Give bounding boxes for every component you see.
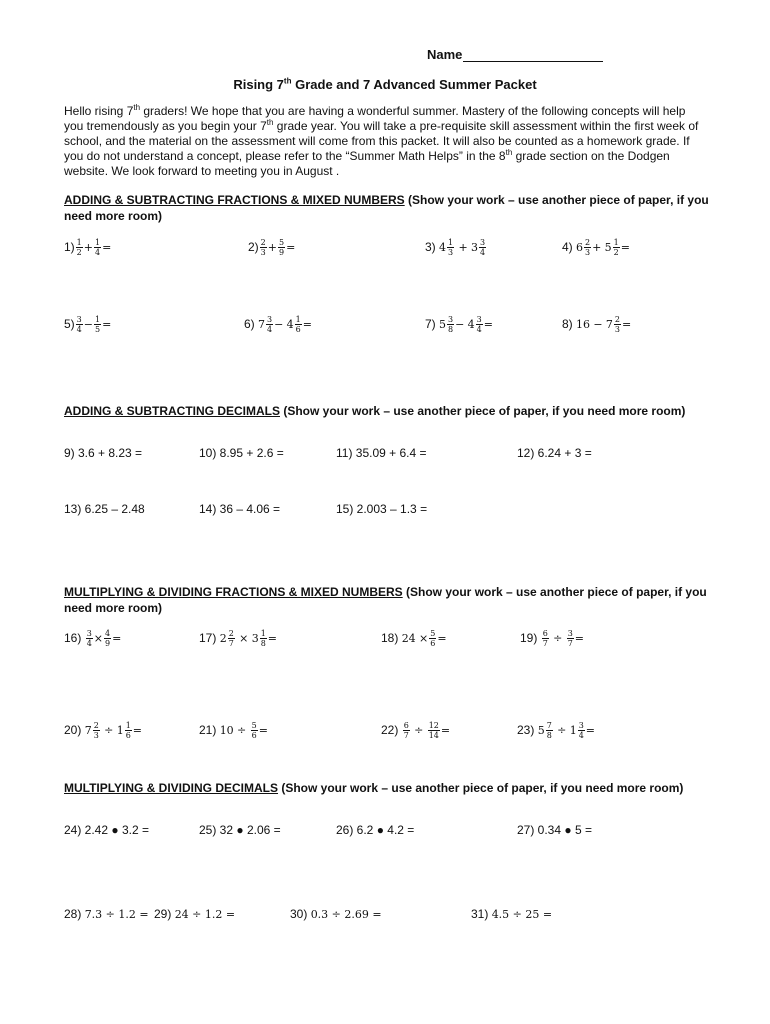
problem-24: 24) 2.42 ● 3.2 = xyxy=(64,823,149,837)
intro-paragraph: Hello rising 7th graders! We hope that you are having a wonderful summer. Mastery of the following concepts will help you tremendously as you begin your 7th grade year. You will take a pre-requisite skill assessment within the first week of school, and the material on the assessment will come from this packet. It will also be counted as a homework grade. If you do not understand a concept, please refer to the “Summer Math Helps” in the 8th grade section on the Dodgen website. We look forward to meeting you in August . xyxy=(64,103,699,178)
problem-6: 6) 7 $\frac{3}{4}$ − 4 $\frac{1}{6}$ = xyxy=(244,315,312,335)
problem-21: 21) 10 ÷ $\frac{5}{6}$ = xyxy=(199,721,268,741)
problem-22: 22) $\frac{6}{7}$ ÷ $\frac{12}{14}$ = xyxy=(381,721,451,741)
problem-31: 31) 4.5 ÷ 25 = xyxy=(471,907,553,921)
problem-17: 17) 2 $\frac{2}{7}$ × 3 $\frac{1}{8}$ = xyxy=(199,629,277,649)
problem-12: 12) 6.24 + 3 = xyxy=(517,446,592,460)
problem-7: 7) 5 $\frac{3}{8}$ − 4 $\frac{3}{4}$ = xyxy=(425,315,493,335)
problem-20: 20) 7 $\frac{2}{3}$ ÷ 1 $\frac{1}{6}$ = xyxy=(64,721,142,741)
problem-2: 2) $\frac{2}{3}$ + $\frac{5}{9}$ = xyxy=(248,238,296,258)
problem-25: 25) 32 ● 2.06 = xyxy=(199,823,281,837)
name-label: Name xyxy=(427,47,463,62)
name-field[interactable] xyxy=(427,47,603,62)
problem-28: 28) 7.3 ÷ 1.2 = xyxy=(64,907,149,921)
problem-15: 15) 2.003 – 1.3 = xyxy=(336,502,428,516)
problem-4: 4) 6 $\frac{2}{3}$ + 5 $\frac{1}{2}$ = xyxy=(562,238,630,258)
problem-30: 30) 0.3 ÷ 2.69 = xyxy=(290,907,382,921)
problem-5: 5) $\frac{3}{4}$ − $\frac{1}{5}$ = xyxy=(64,315,112,335)
problem-8: 8) 16 − 7 $\frac{2}{3}$ = xyxy=(562,315,632,335)
section-heading-mult-div-fractions: MULTIPLYING & DIVIDING FRACTIONS & MIXED NUMBERS (Show your work – use another piece of paper, if you need more room) xyxy=(64,585,707,615)
problem-26: 26) 6.2 ● 4.2 = xyxy=(336,823,415,837)
problem-27: 27) 0.34 ● 5 = xyxy=(517,823,592,837)
section-heading-add-sub-decimals: ADDING & SUBTRACTING DECIMALS (Show your work – use another piece of paper, if you need more room) xyxy=(64,404,686,418)
problem-14: 14) 36 – 4.06 = xyxy=(199,502,281,516)
problem-3: 3) 4 $\frac{1}{3}$ + 3 $\frac{3}{4}$ xyxy=(425,238,486,258)
problem-16: 16) $\frac{3}{4}$ × $\frac{4}{9}$ = xyxy=(64,629,122,649)
problem-29: 29) 24 ÷ 1.2 = xyxy=(154,907,236,921)
section-heading-add-sub-fractions: ADDING & SUBTRACTING FRACTIONS & MIXED NUMBERS (Show your work – use another piece of paper, if you need more room) xyxy=(64,193,709,223)
problem-9: 9) 3.6 + 8.23 = xyxy=(64,446,143,460)
name-blank-line[interactable] xyxy=(463,49,603,62)
problem-1: 1) $\frac{1}{2}$ + $\frac{1}{4}$ = xyxy=(64,238,112,258)
problem-23: 23) 5 $\frac{7}{8}$ ÷ 1 $\frac{3}{4}$ = xyxy=(517,721,595,741)
problem-13: 13) 6.25 – 2.48 xyxy=(64,502,145,516)
problem-18: 18) 24 × $\frac{5}{6}$ = xyxy=(381,629,447,649)
problem-11: 11) 35.09 + 6.4 = xyxy=(336,446,427,460)
page-title: Rising 7th Grade and 7 Advanced Summer Packet xyxy=(233,76,537,92)
problem-10: 10) 8.95 + 2.6 = xyxy=(199,446,284,460)
section-heading-mult-div-decimals: MULTIPLYING & DIVIDING DECIMALS (Show your work – use another piece of paper, if you need more room) xyxy=(64,781,684,795)
problem-19: 19) $\frac{6}{7}$ ÷ $\frac{3}{7}$ = xyxy=(520,629,584,649)
